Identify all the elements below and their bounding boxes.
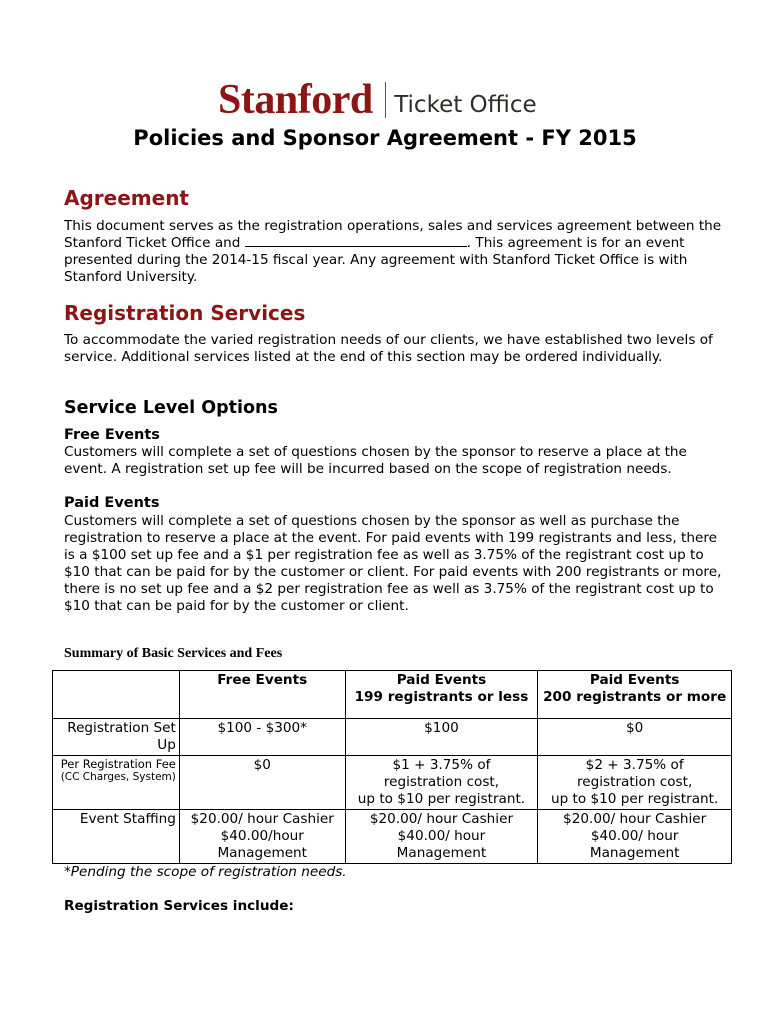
staffing-small-line3: Management <box>396 845 487 861</box>
per-registration-label-main: Per Registration Fee <box>60 757 176 771</box>
setup-paid-small: $100 <box>345 719 538 756</box>
staffing-free-line1: $20.00/ hour Cashier <box>190 811 334 827</box>
registration-services-heading: Registration Services <box>64 301 306 325</box>
header-free-events: Free Events <box>179 671 345 719</box>
fees-table <box>52 670 732 864</box>
staffing-paid-small <box>345 810 538 864</box>
agreement-text-end: . This agreement is for an event presented during the 2014-15 fiscal year. Any agreement with Stanford Ticket Office is with Stanford University. <box>64 235 688 285</box>
staffing-free <box>179 810 345 864</box>
per-reg-large-line1: $2 + 3.75% of <box>585 757 684 773</box>
per-registration-free: $0 <box>179 756 345 810</box>
table-header-row <box>53 671 732 719</box>
registration-services-text: To accommodate the varied registration needs of our clients, we have established two levels of service. Additional services listed at the end of this section may be ordered individually. <box>64 332 713 365</box>
staffing-label: Event Staffing <box>53 810 180 864</box>
staffing-free-line3: Management <box>217 845 308 861</box>
free-events-heading: Free Events <box>64 427 160 443</box>
per-registration-paid-small <box>345 756 538 810</box>
per-registration-label <box>53 756 180 810</box>
paid-events-heading: Paid Events <box>64 495 160 511</box>
header-paid-large-line2: 200 registrants or more <box>543 689 727 705</box>
header-paid-small-line2: 199 registrants or less <box>354 689 529 705</box>
pending-note: *Pending the scope of registration needs. <box>64 864 347 880</box>
agreement-heading: Agreement <box>64 186 189 210</box>
per-registration-sublabel: (CC Charges, System) <box>60 771 176 783</box>
setup-label: Registration Set Up <box>53 719 180 756</box>
per-reg-large-line3: up to $10 per registrant. <box>550 791 719 807</box>
per-reg-small-line1: $1 + 3.75% of <box>392 757 491 773</box>
table-row-setup <box>53 719 732 756</box>
setup-paid-large: $0 <box>538 719 732 756</box>
staffing-paid-large <box>538 810 732 864</box>
sponsor-name-blank <box>245 235 467 247</box>
per-reg-large-line2: registration cost, <box>577 774 693 790</box>
header-paid-large-line1: Paid Events <box>589 672 680 688</box>
document-title: Policies and Sponsor Agreement - FY 2015 <box>133 126 637 150</box>
per-reg-small-line3: up to $10 per registrant. <box>357 791 526 807</box>
paid-events-text: Customers will complete a set of questions chosen by the sponsor as well as purchase the registration to reserve a place at the event. For paid events with 199 registrants and less, there is a $100 set up fee and a $1 per registration fee as well as 3.75% of the registrant cost up to $10 that can be paid for by the customer or client. For paid events with 200 registrants or more, there is no set up fee and a $2 per registration fee as well as 3.75% of the registrant cost up to $10 that can be paid for by the customer or client. <box>64 513 722 614</box>
logo-wordmark: Stanford <box>218 77 373 123</box>
staffing-large-line3: Management <box>589 845 680 861</box>
staffing-large-line1: $20.00/ hour Cashier <box>563 811 707 827</box>
staffing-small-line1: $20.00/ hour Cashier <box>369 811 514 827</box>
setup-free: $100 - $300* <box>179 719 345 756</box>
header-paid-small-line1: Paid Events <box>396 672 487 688</box>
logo-subtitle: Ticket Office <box>394 92 537 118</box>
per-registration-paid-large <box>538 756 732 810</box>
free-events-text: Customers will complete a set of questions chosen by the sponsor to reserve a place at the event. A registration set up fee will be incurred based on the scope of registration needs. <box>64 444 687 477</box>
table-row-per-registration <box>53 756 732 810</box>
summary-title: Summary of Basic Services and Fees <box>64 646 283 661</box>
per-reg-small-line2: registration cost, <box>383 774 500 790</box>
logo-divider <box>385 82 387 118</box>
header-paid-small <box>345 671 538 719</box>
agreement-text-start: This document serves as the registration operations, sales and services agreement between the Stanford Ticket Office and <box>64 218 722 251</box>
staffing-small-line2: $40.00/ hour <box>397 828 486 844</box>
stanford-ticket-office-logo <box>218 74 537 123</box>
service-level-heading: Service Level Options <box>64 398 278 418</box>
staffing-large-line2: $40.00/ hour <box>590 828 679 844</box>
staffing-free-line2: $40.00/hour <box>220 828 304 844</box>
table-row-staffing <box>53 810 732 864</box>
services-include-heading: Registration Services include: <box>64 898 294 914</box>
header-paid-large <box>538 671 732 719</box>
header-empty-cell <box>53 671 180 719</box>
agreement-text <box>64 218 724 286</box>
